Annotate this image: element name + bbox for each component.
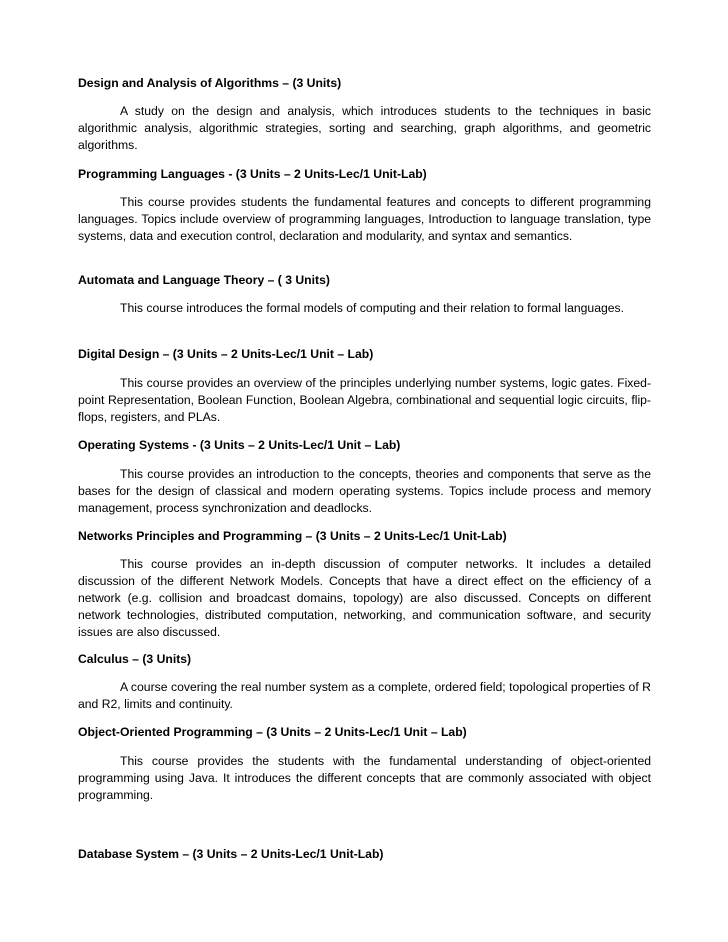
course-description: A course covering the real number system as a complete, ordered field; topological properties of R and R2, limits and continuity.	[78, 680, 651, 711]
course-description: This course provides an in-depth discussion of computer networks. It includes a detailed discussion of the different Network Models. Concepts that have a direct effect on the efficiency of a network (e.g. collision and broadcast domains, topology) are also discussed. Concepts on different network technologies, distributed computation, networking, and communication software, and security issues are also discussed.	[78, 557, 651, 639]
course-title: Calculus – (3 Units)	[78, 652, 192, 666]
course-title: Database System – (3 Units – 2 Units-Lec/1 Unit-Lab)	[78, 847, 384, 861]
course-description: This course provides an overview of the principles underlying number systems, logic gates. Fixed-point Representation, Boolean Function, Boolean Algebra, combinational and sequential logic circuits, flip-flops, registers, and PLAs.	[78, 376, 651, 424]
course-description: This course provides an introduction to the concepts, theories and components that serve as the bases for the design of classical and modern operating systems. Topics include process and memory management, process synchronization and deadlocks.	[78, 467, 651, 515]
course-description: This course introduces the formal models of computing and their relation to formal languages.	[120, 301, 625, 315]
course-title: Automata and Language Theory – ( 3 Units)	[78, 273, 330, 287]
course-title: Networks Principles and Programming – (3 Units – 2 Units-Lec/1 Unit-Lab)	[78, 529, 507, 543]
course-title: Digital Design – (3 Units – 2 Units-Lec/1 Unit – Lab)	[78, 347, 374, 361]
course-title: Design and Analysis of Algorithms – (3 Units)	[78, 76, 342, 90]
course-title: Object-Oriented Programming – (3 Units – 2 Units-Lec/1 Unit – Lab)	[78, 725, 467, 739]
course-description: A study on the design and analysis, which introduces students to the techniques in basic algorithmic analysis, algorithmic strategies, sorting and searching, graph algorithms, and geometric algorithms.	[78, 104, 651, 152]
course-description: This course provides the students with the fundamental understanding of object-oriented programming using Java. It introduces the different concepts that are commonly associated with object programming.	[78, 754, 651, 802]
course-title: Programming Languages - (3 Units – 2 Units-Lec/1 Unit-Lab)	[78, 167, 427, 181]
course-title: Operating Systems - (3 Units – 2 Units-Lec/1 Unit – Lab)	[78, 438, 401, 452]
course-description: This course provides students the fundamental features and concepts to different programming languages. Topics include overview of programming languages, Introduction to language translation, type systems, data and execution control, declaration and modularity, and syntax and semantics.	[78, 195, 651, 243]
